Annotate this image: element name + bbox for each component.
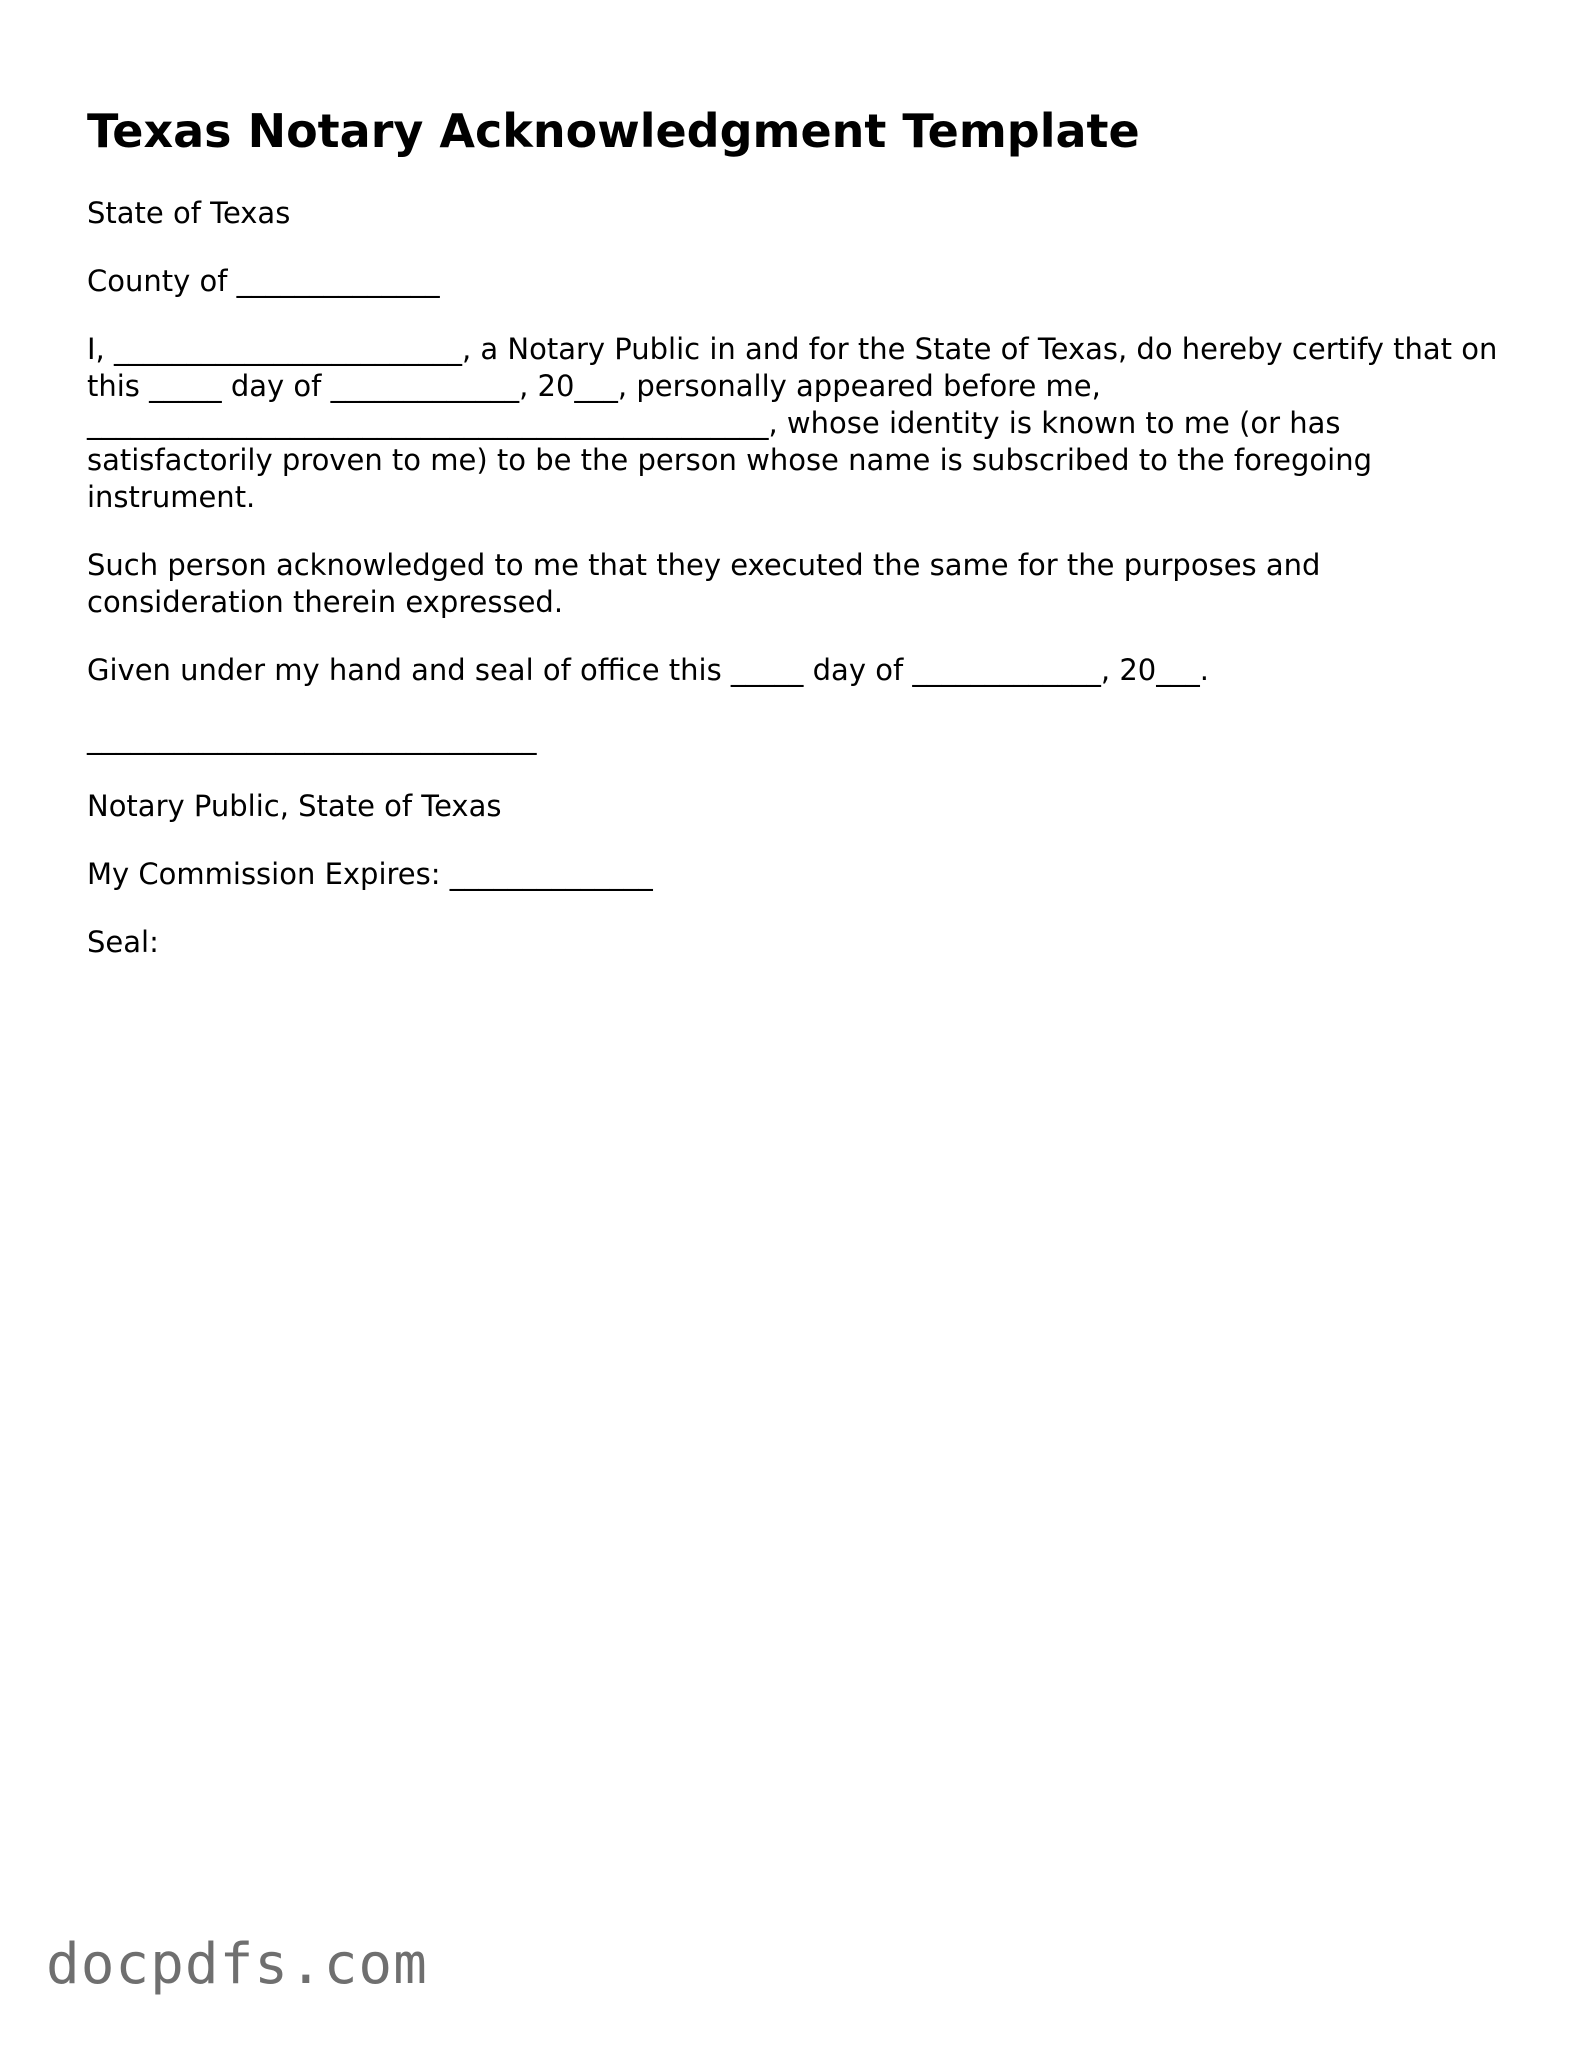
acknowledgment-paragraph: Such person acknowledged to me that they executed the same for the purposes and consideration therein expressed. xyxy=(87,548,1321,620)
given-line: Given under my hand and seal of office this _____ day of _____________, 20___. xyxy=(87,653,1209,688)
watermark: docpdfs.com xyxy=(46,1932,428,1997)
state-line: State of Texas xyxy=(87,196,291,231)
document-title: Texas Notary Acknowledgment Template xyxy=(87,104,1140,158)
seal-label: Seal: xyxy=(87,925,159,960)
document-page xyxy=(87,104,1507,992)
certification-paragraph: I, ________________________, a Notary Public in and for the State of Texas, do hereby certify that on this _____ day of _____________, 20___, personally appeared before me, _______________________________________________, whose identity is known to me (or has satisfactorily proven to me) to be the person whose name is subscribed to the foregoing instrument. xyxy=(87,332,1498,515)
signature-line: _______________________________ xyxy=(87,721,537,756)
commission-line: My Commission Expires: ______________ xyxy=(87,857,653,892)
notary-title: Notary Public, State of Texas xyxy=(87,789,502,824)
county-line: County of ______________ xyxy=(87,264,440,299)
